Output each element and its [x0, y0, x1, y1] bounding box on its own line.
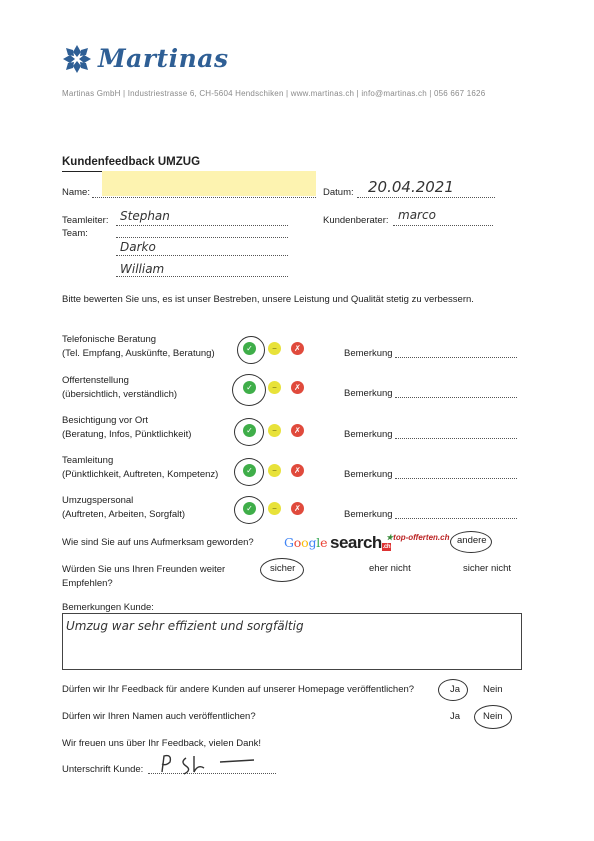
- google-letter: e: [320, 535, 328, 550]
- comments-label: Bemerkungen Kunde:: [62, 602, 154, 613]
- remark-field-line[interactable]: [395, 518, 517, 519]
- neutral-face-icon[interactable]: −: [268, 424, 281, 437]
- thumbs-down-icon[interactable]: ✗: [291, 381, 304, 394]
- publish-q1-ja[interactable]: Ja: [450, 684, 461, 695]
- kundenberater-field-line[interactable]: [393, 225, 493, 226]
- star-icon: ★: [386, 533, 394, 542]
- signature-label: Unterschrift Kunde:: [62, 764, 144, 775]
- rating-title: Besichtigung vor Ort: [62, 415, 149, 426]
- name-label: Name:: [62, 187, 90, 198]
- thumbs-down-icon[interactable]: ✗: [291, 342, 304, 355]
- name-field-line[interactable]: [92, 197, 316, 198]
- neutral-face-icon[interactable]: −: [268, 502, 281, 515]
- thumbs-up-icon[interactable]: ✓: [243, 464, 256, 477]
- google-letter: G: [284, 535, 294, 550]
- team-field-line-1[interactable]: [116, 237, 288, 238]
- recommend-option-sicher[interactable]: sicher: [270, 563, 296, 574]
- signature-scribble: [150, 752, 260, 776]
- thumbs-down-icon[interactable]: ✗: [291, 502, 304, 515]
- thanks-text: Wir freuen uns über Ihr Feedback, vielen Dank!: [62, 738, 262, 749]
- recommend-option-eher-nicht[interactable]: eher nicht: [369, 563, 411, 574]
- remark-label: Bemerkung: [344, 348, 393, 359]
- recommend-option-sicher-nicht[interactable]: sicher nicht: [463, 563, 512, 574]
- neutral-face-icon[interactable]: −: [268, 342, 281, 355]
- team-label: Team:: [62, 228, 88, 239]
- martinas-logo-icon: [62, 44, 92, 74]
- team-member-1: Darko: [120, 240, 156, 254]
- company-address: Martinas GmbH | Industriestrasse 6, CH-5604 Hendschiken | www.martinas.ch | info@martinas.ch | 056 667 1626: [62, 89, 486, 98]
- google-letter: l: [316, 535, 321, 550]
- rating-subtitle: (Pünktlichkeit, Auftreten, Kompetenz): [62, 469, 219, 480]
- neutral-face-icon[interactable]: −: [268, 381, 281, 394]
- teamleiter-label: Teamleiter:: [62, 215, 109, 226]
- teamleiter-field-line[interactable]: [116, 225, 288, 226]
- thumbs-up-icon[interactable]: ✓: [243, 342, 256, 355]
- google-logo[interactable]: [284, 535, 327, 550]
- google-letter: g: [308, 535, 317, 550]
- team-member-2: William: [120, 262, 165, 276]
- remark-field-line[interactable]: [395, 397, 517, 398]
- remark-label: Bemerkung: [344, 469, 393, 480]
- remark-field-line[interactable]: [395, 357, 517, 358]
- publish-q2-nein[interactable]: Nein: [483, 711, 503, 722]
- rating-title: Telefonische Beratung: [62, 334, 157, 345]
- top-offerten-text: top-offerten.ch: [393, 533, 450, 542]
- kundenberater-value: marco: [398, 208, 436, 222]
- thumbs-down-icon[interactable]: ✗: [291, 464, 304, 477]
- rating-subtitle: (Beratung, Infos, Pünktlichkeit): [62, 429, 192, 440]
- remark-field-line[interactable]: [395, 478, 517, 479]
- publish-question-1: Dürfen wir Ihr Feedback für andere Kunden auf unserer Homepage veröffentlichen?: [62, 684, 415, 695]
- search-logo-text: search: [330, 533, 382, 552]
- search-logo-suffix: .ch: [382, 544, 390, 550]
- datum-value: 20.04.2021: [368, 178, 454, 196]
- top-offerten-logo[interactable]: [386, 533, 449, 542]
- remark-label: Bemerkung: [344, 509, 393, 520]
- remark-field-line[interactable]: [395, 438, 517, 439]
- form-title: Kundenfeedback UMZUG: [62, 156, 201, 168]
- remark-label: Bemerkung: [344, 388, 393, 399]
- publish-q1-nein[interactable]: Nein: [483, 684, 503, 695]
- rating-subtitle: (Auftreten, Arbeiten, Sorgfalt): [62, 509, 186, 520]
- intro-text: Bitte bewerten Sie uns, es ist unser Bestreben, unsere Leistung und Qualität stetig zu verbessern.: [62, 294, 474, 305]
- recommend-question: Würden Sie uns Ihren Freunden weiter Empfehlen?: [62, 564, 226, 589]
- comments-value: Umzug war sehr effizient und sorgfältig: [66, 619, 304, 633]
- brand-name: Martinas: [98, 44, 229, 73]
- kundenberater-label: Kundenberater:: [323, 215, 389, 226]
- rating-title: Offertenstellung: [62, 375, 129, 386]
- publish-q2-ja[interactable]: Ja: [450, 711, 461, 722]
- search-ch-logo[interactable]: [330, 533, 394, 553]
- thumbs-up-icon[interactable]: ✓: [243, 424, 256, 437]
- source-question: Wie sind Sie auf uns Aufmerksam geworden?: [62, 537, 254, 548]
- thumbs-down-icon[interactable]: ✗: [291, 424, 304, 437]
- name-redaction-highlight: [102, 171, 316, 196]
- remark-label: Bemerkung: [344, 429, 393, 440]
- rating-subtitle: (Tel. Empfang, Auskünfte, Beratung): [62, 348, 215, 359]
- team-field-line-2[interactable]: [116, 255, 288, 256]
- google-letter: o: [301, 535, 309, 550]
- andere-option[interactable]: andere: [457, 535, 487, 546]
- thumbs-up-icon[interactable]: ✓: [243, 502, 256, 515]
- rating-subtitle: (übersichtlich, verständlich): [62, 389, 178, 400]
- thumbs-up-icon[interactable]: ✓: [243, 381, 256, 394]
- rating-title: Teamleitung: [62, 455, 114, 466]
- team-field-line-3[interactable]: [116, 276, 288, 277]
- teamleiter-value: Stephan: [120, 209, 170, 223]
- neutral-face-icon[interactable]: −: [268, 464, 281, 477]
- datum-label: Datum:: [323, 187, 354, 198]
- google-letter: o: [293, 535, 302, 550]
- datum-field-line[interactable]: [357, 197, 495, 198]
- publish-question-2: Dürfen wir Ihren Namen auch veröffentlichen?: [62, 711, 256, 722]
- rating-title: Umzugspersonal: [62, 495, 134, 506]
